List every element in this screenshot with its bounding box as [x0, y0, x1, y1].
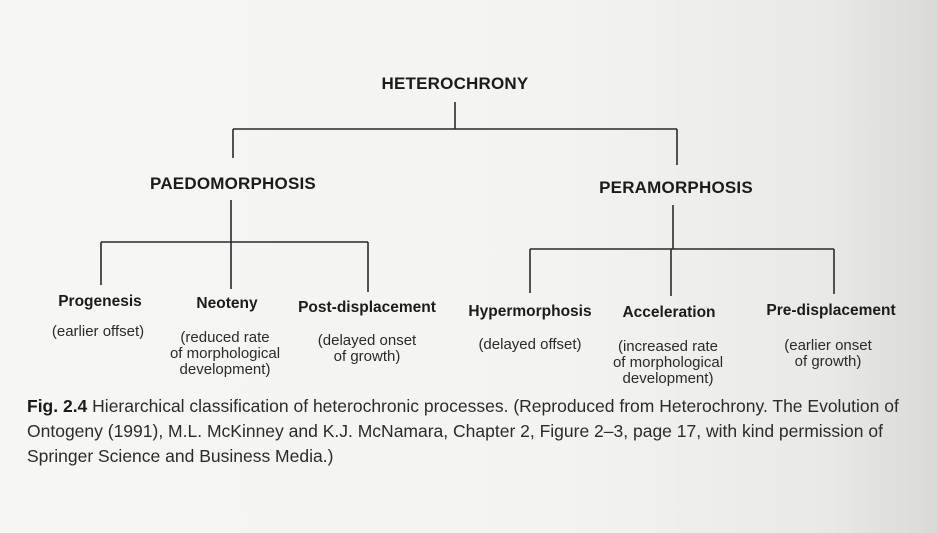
process-name-hypermorphosis: Hypermorphosis — [468, 303, 592, 320]
process-name-acceleration: Acceleration — [622, 304, 716, 321]
process-description-progenesis: (earlier offset) — [51, 323, 145, 340]
figure-caption — [27, 394, 922, 469]
process-description-acceleration: (increased rate of morphological development) — [612, 338, 724, 387]
root-node-label: HETEROCHRONY — [381, 74, 529, 93]
process-description-hypermorphosis: (delayed offset) — [478, 336, 582, 353]
process-description-neoteny: (reduced rate of morphological development) — [169, 329, 281, 378]
group-label-peramorphosis: PERAMORPHOSIS — [599, 178, 753, 197]
process-name-neoteny: Neoteny — [196, 295, 258, 312]
figure-caption-text: Hierarchical classification of heterochronic processes. (Reproduced from Heterochrony. The Evolution of Ontogeny (1991), M.L. McKinney and K.J. McNamara, Chapter 2, Figure 2–3, page 17, with kind permission of Springer Science and Business Media.) — [27, 396, 899, 466]
process-description-post-displacement: (delayed onset of growth) — [317, 332, 417, 365]
process-name-progenesis: Progenesis — [58, 293, 142, 310]
group-label-paedomorphosis: PAEDOMORPHOSIS — [150, 174, 316, 193]
process-name-pre-displacement: Pre-displacement — [766, 302, 896, 319]
figure-number: Fig. 2.4 — [27, 396, 88, 416]
process-name-post-displacement: Post-displacement — [298, 299, 436, 316]
process-description-pre-displacement: (earlier onset of growth) — [784, 337, 872, 370]
